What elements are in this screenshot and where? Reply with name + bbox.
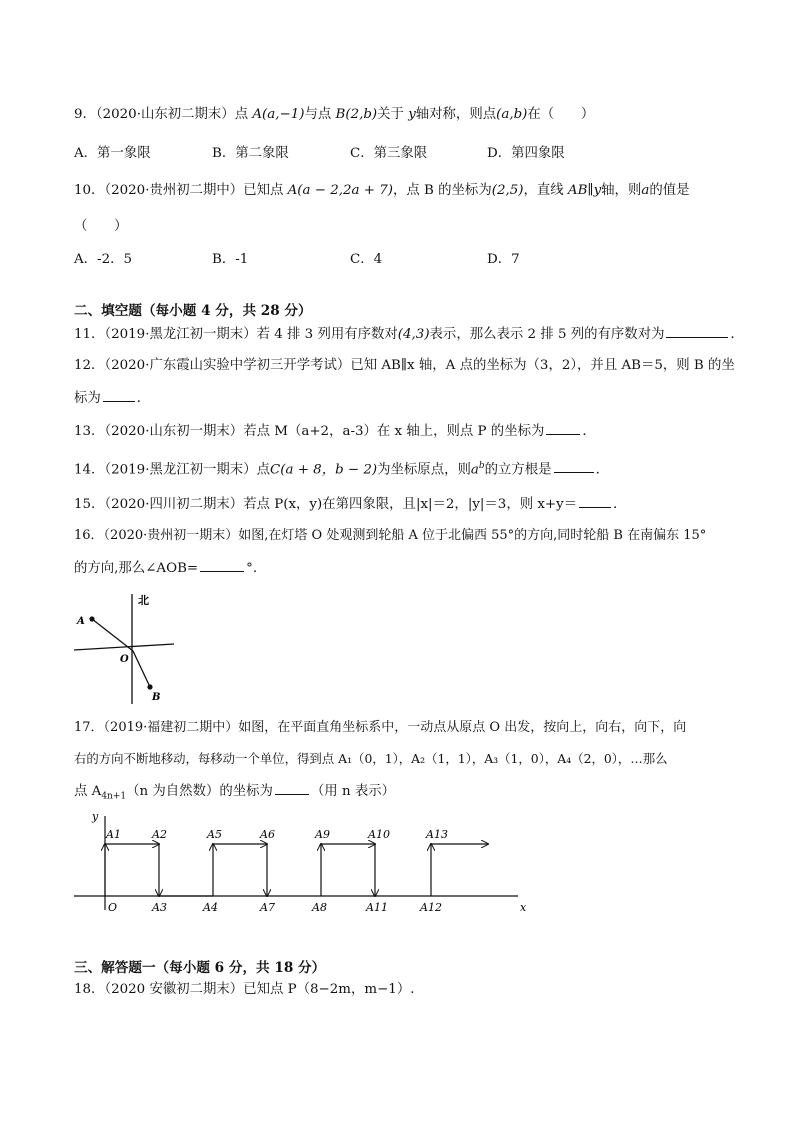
q17-figure (70, 806, 540, 918)
q10-var: a (641, 183, 650, 198)
q11-text: 若 4 排 3 列用有序数对 (256, 327, 398, 342)
point-label-a3: A3 (152, 901, 167, 914)
q9-point-c: (a,b) (496, 107, 528, 122)
q12-text: 已知 AB∥x 轴，A 点的坐标为（3，2），并且 AB＝5，则 B 的坐 (350, 358, 735, 373)
north-label: 北 (138, 594, 149, 607)
q11-number: 11． (74, 327, 105, 342)
label-a: A (77, 616, 85, 627)
east-west-axis (74, 644, 174, 650)
question-13 (74, 421, 596, 441)
point-label-a13: A13 (426, 828, 448, 841)
q16-text: 的方向,那么∠AOB= (74, 561, 199, 576)
question-17-cont (74, 750, 668, 768)
x-label: x (520, 901, 527, 914)
q16-number: 16． (74, 528, 104, 543)
section-3-title: 三、解答题一（每小题 6 分，共 18 分） (74, 960, 326, 976)
q10-source: （2020·贵州初二期中） (104, 183, 244, 198)
q9-number: 9． (74, 107, 96, 122)
movement-path (105, 844, 488, 896)
question-18 (74, 981, 414, 999)
q10-line: AB∥y (567, 183, 602, 198)
point-label-a2: A2 (152, 828, 167, 841)
point-label-a9: A9 (315, 828, 330, 841)
q14-text: 为坐标原点，则 (377, 462, 471, 478)
point-label-a1: A1 (106, 828, 121, 841)
q15-end: ． (613, 497, 627, 512)
point-b (147, 684, 152, 689)
question-16 (74, 527, 706, 545)
q10-option-c: C．4 (350, 252, 383, 267)
q9-text: 点 (234, 107, 249, 122)
q14-source: （2019·黑龙江初一期末） (104, 462, 257, 478)
q9-point-b: B(2,b) (335, 107, 378, 122)
question-9 (74, 106, 594, 124)
point-label-a7: A7 (260, 901, 275, 914)
ray-ob (133, 651, 150, 687)
q10-option-d: D．7 (487, 252, 520, 267)
q12-end: ． (136, 391, 151, 406)
q17-text: 右的方向不断地移动，每移动一个单位，得到点 A₁（0，1），A₂（1，1），A₃（1，0），A₄（2，0），…那么 (74, 751, 668, 766)
point-label-a10: A10 (368, 828, 390, 841)
q9-option-c: C．第三象限 (350, 146, 428, 161)
question-12-cont (74, 388, 150, 408)
q10-text: ，点 B 的坐标为 (393, 183, 492, 198)
q14-point: C(a + 8，b − 2) (269, 462, 378, 478)
q14-text: 的立方根是 (484, 462, 552, 478)
question-11 (74, 324, 744, 344)
q13-answer-blank[interactable] (546, 421, 580, 435)
q17-answer-blank[interactable] (275, 781, 309, 795)
q15-answer-blank[interactable] (579, 494, 611, 508)
ray-oa (92, 619, 133, 651)
q12-answer-blank[interactable] (103, 388, 135, 402)
q9-axis: y (408, 107, 416, 122)
question-12 (74, 357, 735, 375)
q16-source: （2020·贵州初一期末） (103, 528, 239, 543)
label-o: O (120, 654, 129, 665)
q14-end: ． (595, 462, 609, 478)
q18-number: 18． (74, 982, 105, 997)
q17-text: 点 A (74, 784, 102, 799)
question-16-cont (74, 558, 257, 578)
label-b: B (152, 692, 161, 703)
question-14 (74, 456, 609, 479)
q16-answer-blank[interactable] (200, 558, 244, 572)
q13-number: 13． (74, 424, 105, 439)
q11-answer-blank[interactable] (666, 324, 728, 338)
q9-option-b: B．第二象限 (212, 146, 289, 161)
point-label-a12: A12 (420, 901, 442, 914)
q9-text: 轴对称，则点 (415, 107, 497, 122)
question-17-cont2 (74, 781, 395, 806)
q15-text: 若点 P(x，y)在第四象限，且|x|＝2，|y|＝3，则 x+y＝ (243, 497, 578, 512)
q12-source: （2020·广东霞山实验中学初三开学考试） (104, 358, 351, 373)
q14-answer-blank[interactable] (554, 459, 594, 473)
q18-source: （2020 安徽初二期末） (104, 982, 244, 997)
point-label-a8: A8 (312, 901, 327, 914)
point-label-a6: A6 (260, 828, 275, 841)
question-15 (74, 494, 626, 514)
q16-text: 如图,在灯塔 O 处观测到轮船 A 位于北偏西 55°的方向,同时轮船 B 在南偏东 15° (238, 528, 707, 543)
q11-pair: (4,3) (397, 327, 430, 342)
q10-option-a: A．-2．5 (74, 252, 133, 267)
q9-point-a: A(a,−1) (252, 107, 305, 122)
point-label-a4: A4 (203, 901, 218, 914)
q10-text: 的值是 (649, 183, 690, 198)
q17-text: （n 为自然数）的坐标为 (126, 784, 273, 799)
q9-text: 关于 (377, 107, 404, 122)
point-a (89, 616, 94, 621)
q17-source: （2019·福建初二期中） (103, 720, 239, 735)
origin-label: O (108, 901, 118, 914)
q9-text: 与点 (304, 107, 332, 122)
q12-text: 标为 (74, 391, 101, 406)
section-2-title: 二、填空题（每小题 4 分，共 28 分） (74, 303, 312, 319)
q15-number: 15． (74, 497, 105, 512)
q13-source: （2020·山东初一期末） (104, 424, 244, 439)
q10-number: 10． (74, 183, 105, 198)
q14-number: 14． (74, 462, 105, 478)
q10-text: 轴，则 (601, 183, 642, 198)
q10-point-b: (2,5) (491, 183, 524, 198)
point-label-a5: A5 (207, 828, 222, 841)
q18-text: 已知点 P（8−2m，m−1）. (243, 982, 415, 997)
q17-text: （用 n 表示） (310, 784, 396, 799)
q14-power-base: a (470, 462, 479, 478)
q14-power-exp: b (478, 461, 485, 471)
q11-end: ． (730, 327, 744, 342)
q15-source: （2020·四川初二期末） (104, 497, 244, 512)
q10-option-b: B．-1 (212, 252, 249, 267)
q14-text: 点 (256, 462, 270, 478)
q17-number: 17． (74, 720, 104, 735)
q9-source: （2020·山东初二期末） (95, 107, 235, 122)
q9-option-d: D．第四象限 (487, 146, 565, 161)
question-10 (74, 182, 690, 200)
point-label-a11: A11 (366, 901, 388, 914)
q17-text: 如图，在平面直角坐标系中，一动点从原点 O 出发，按向上，向右，向下，向 (238, 720, 687, 735)
q11-text: 表示，那么表示 2 排 5 列的有序数对为 (429, 327, 665, 342)
q9-option-a: A．第一象限 (74, 146, 151, 161)
q9-text: 在（ ） (527, 107, 595, 122)
q13-text: 若点 M（a+2，a-3）在 x 轴上，则点 P 的坐标为 (243, 424, 545, 439)
q16-figure (70, 590, 180, 706)
question-17 (74, 719, 686, 737)
q10-text: 已知点 (243, 183, 284, 198)
y-label: y (92, 810, 99, 823)
q11-source: （2019·黑龙江初一期末） (104, 327, 257, 342)
q12-number: 12． (74, 358, 105, 373)
q10-paren: （ ） (74, 219, 128, 234)
q13-end: ． (582, 424, 596, 439)
q10-point-a: A(a − 2,2a + 7) (287, 183, 394, 198)
q16-end: °. (246, 561, 258, 576)
q17-subscript: 4n+1 (101, 791, 127, 802)
q10-text: ，直线 (523, 183, 564, 198)
